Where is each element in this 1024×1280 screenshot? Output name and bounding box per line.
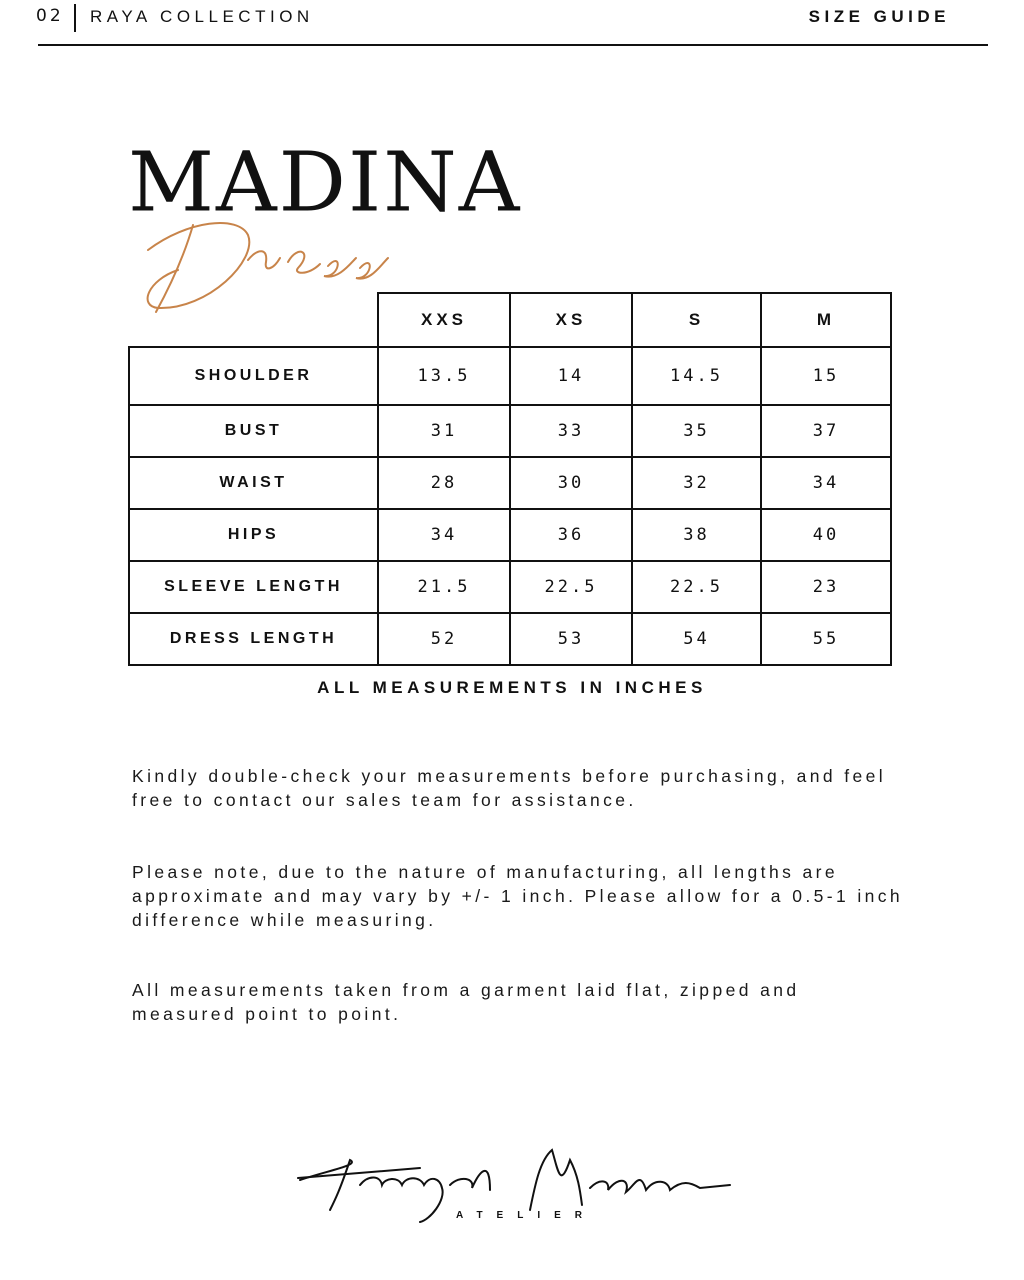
table-row — [129, 509, 891, 561]
table-cell: 55 — [761, 613, 891, 665]
product-name: MADINA — [128, 133, 522, 231]
row-label: HIPS — [129, 509, 378, 561]
table-row — [129, 347, 891, 405]
table-cell: 54 — [632, 613, 761, 665]
size-header-row — [129, 293, 891, 347]
size-column-xxs: XXS — [378, 293, 510, 347]
table-cell: 32 — [632, 457, 761, 509]
row-label: DRESS LENGTH — [129, 613, 378, 665]
table-corner — [129, 293, 378, 347]
table-row — [129, 561, 891, 613]
table-cell: 21.5 — [378, 561, 510, 613]
table-cell: 38 — [632, 509, 761, 561]
table-cell: 22.5 — [510, 561, 632, 613]
table-cell: 33 — [510, 405, 632, 457]
table-cell: 30 — [510, 457, 632, 509]
purchase-advice-text: Kindly double-check your measurements before purchasing, and feel free to contact our sales team for assistance. — [132, 766, 887, 810]
size-column-m: M — [761, 293, 891, 347]
table-cell: 34 — [761, 457, 891, 509]
row-label: WAIST — [129, 457, 378, 509]
table-cell: 14 — [510, 347, 632, 405]
table-row — [129, 457, 891, 509]
manufacturing-note-text: Please note, due to the nature of manufacturing, all lengths are approximate and may vary by +/- 1 inch. Please allow for a 0.5-1 inch difference while measuring. — [132, 862, 904, 930]
table-cell: 36 — [510, 509, 632, 561]
table-cell: 28 — [378, 457, 510, 509]
page-number: 02 — [36, 6, 64, 26]
measuring-method-text: All measurements taken from a garment laid flat, zipped and measured point to point. — [132, 980, 800, 1024]
table-row — [129, 613, 891, 665]
table-cell: 40 — [761, 509, 891, 561]
table-cell: 37 — [761, 405, 891, 457]
collection-name: RAYA COLLECTION — [90, 7, 314, 26]
size-column-xs: XS — [510, 293, 632, 347]
table-cell: 31 — [378, 405, 510, 457]
brand-subtitle: ATELIER — [455, 1210, 597, 1221]
page-header — [0, 0, 1024, 48]
row-label: BUST — [129, 405, 378, 457]
table-cell: 13.5 — [378, 347, 510, 405]
table-cell: 35 — [632, 405, 761, 457]
table-cell: 22.5 — [632, 561, 761, 613]
row-label: SLEEVE LENGTH — [129, 561, 378, 613]
table-cell: 53 — [510, 613, 632, 665]
size-column-s: S — [632, 293, 761, 347]
table-cell: 34 — [378, 509, 510, 561]
table-row — [129, 405, 891, 457]
header-divider — [74, 4, 76, 32]
table-cell: 15 — [761, 347, 891, 405]
measurement-unit-note: ALL MEASUREMENTS IN INCHES — [317, 678, 707, 697]
table-cell: 14.5 — [632, 347, 761, 405]
table-cell: 23 — [761, 561, 891, 613]
header-rule — [38, 44, 988, 46]
size-chart — [128, 292, 892, 666]
row-label: SHOULDER — [129, 347, 378, 405]
table-cell: 52 — [378, 613, 510, 665]
section-title: SIZE GUIDE — [808, 7, 950, 26]
